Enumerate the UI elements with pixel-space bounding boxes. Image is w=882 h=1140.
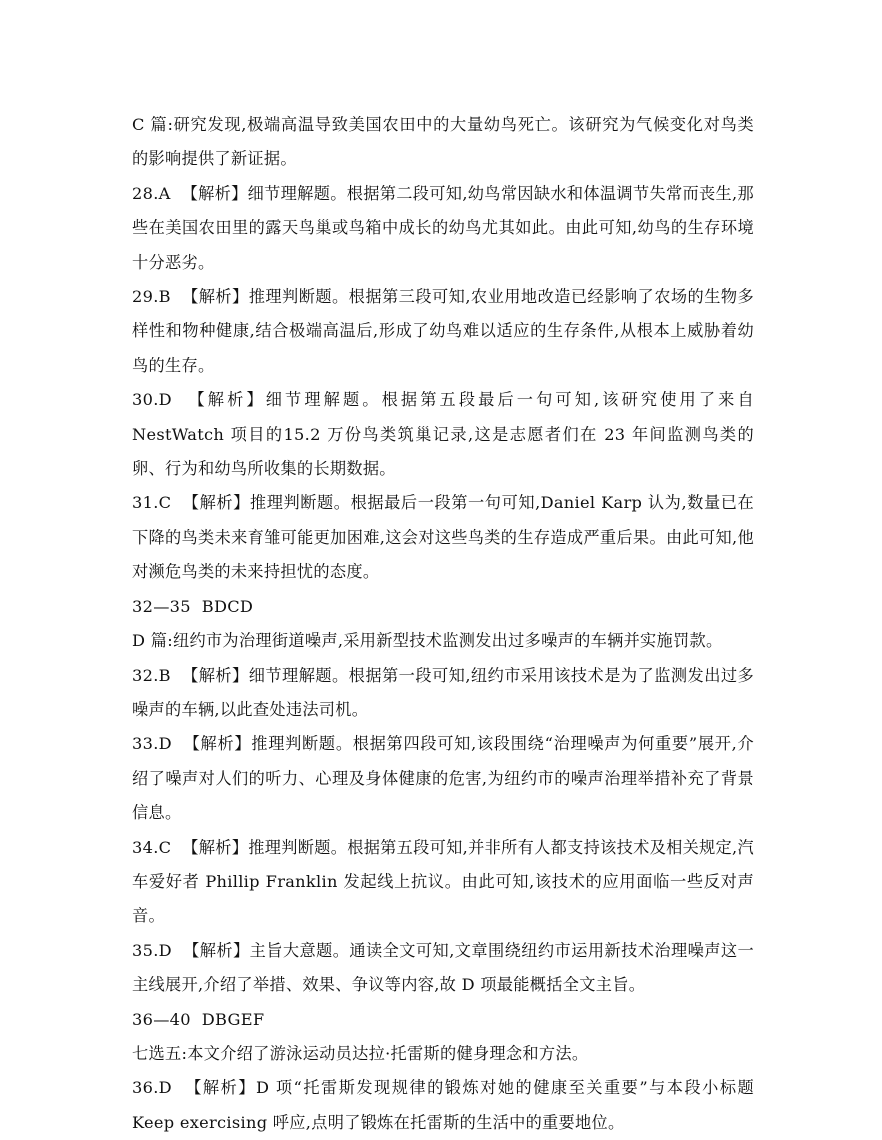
answer-34: 34.C 【解析】推理判断题。根据第五段可知,并非所有人都支持该技术及相关规定,汽车爱好者 Phillip Franklin 发起线上抗议。由此可知,该技术的应用面临一些反对声音。 xyxy=(132,837,754,926)
answer-36: 36.D 【解析】D 项“托雷斯发现规律的锻炼对她的健康至关重要”与本段小标题 Keep exercising 呼应,点明了锻炼在托雷斯的生活中的重要地位。 xyxy=(132,1078,760,1132)
passage-d-summary: D 篇:纽约市为治理街道噪声,采用新型技术监测发出过多噪声的车辆并实施罚款。 xyxy=(132,631,723,651)
answer-29: 29.B 【解析】推理判断题。根据第三段可知,农业用地改造已经影响了农场的生物多样性和物种健康,结合极端高温后,形成了幼鸟难以适应的生存条件,从根本上威胁着幼鸟的生存。 xyxy=(132,287,754,375)
answer-30: 30.D 【解析】细节理解题。根据第五段最后一句可知,该研究使用了来自 NestWatch 项目的15.2 万份鸟类筑巢记录,这是志愿者们在 23 年间监测鸟类的卵、行为和幼鸟所收集的长期数据。 xyxy=(132,390,760,479)
answer-32: 32.B 【解析】细节理解题。根据第一段可知,纽约市采用该技术是为了监测发出过多噪声的车辆,以此查处违法司机。 xyxy=(132,665,754,719)
answer-33: 33.D 【解析】推理判断题。根据第四段可知,该段围绕“治理噪声为何重要”展开,介绍了噪声对人们的听力、心理及身体健康的危害,为纽约市的噪声治理举措补充了背景信息。 xyxy=(132,734,754,823)
answer-35: 35.D 【解析】主旨大意题。通读全文可知,文章围绕纽约市运用新技术治理噪声这一主线展开,介绍了举措、效果、争议等内容,故 D 项最能概括全文主旨。 xyxy=(132,940,754,995)
answer-key-32-35: 32—35 BDCD xyxy=(132,596,254,616)
answer-key-36-40: 36—40 DBGEF xyxy=(132,1009,265,1029)
answer-31: 31.C 【解析】推理判断题。根据最后一段第一句可知,Daniel Karp 认为,数量已在下降的鸟类未来育雏可能更加困难,这会对这些鸟类的生存造成严重后果。由此可知,他对濒危鸟类的未来持担忧的态度。 xyxy=(132,493,754,582)
answer-28: 28.A 【解析】细节理解题。根据第二段可知,幼鸟常因缺水和体温调节失常而丧生,那些在美国农田里的露天鸟巢或鸟箱中成长的幼鸟尤其如此。由此可知,幼鸟的生存环境十分恶劣。 xyxy=(132,183,754,272)
passage-c-summary: C 篇:研究发现,极端高温导致美国农田中的大量幼鸟死亡。该研究为气候变化对鸟类的影响提供了新证据。 xyxy=(132,115,754,169)
answer-explanations xyxy=(132,108,760,1140)
seven-choose-five-summary: 七选五:本文介绍了游泳运动员达拉·托雷斯的健身理念和方法。 xyxy=(132,1043,589,1063)
